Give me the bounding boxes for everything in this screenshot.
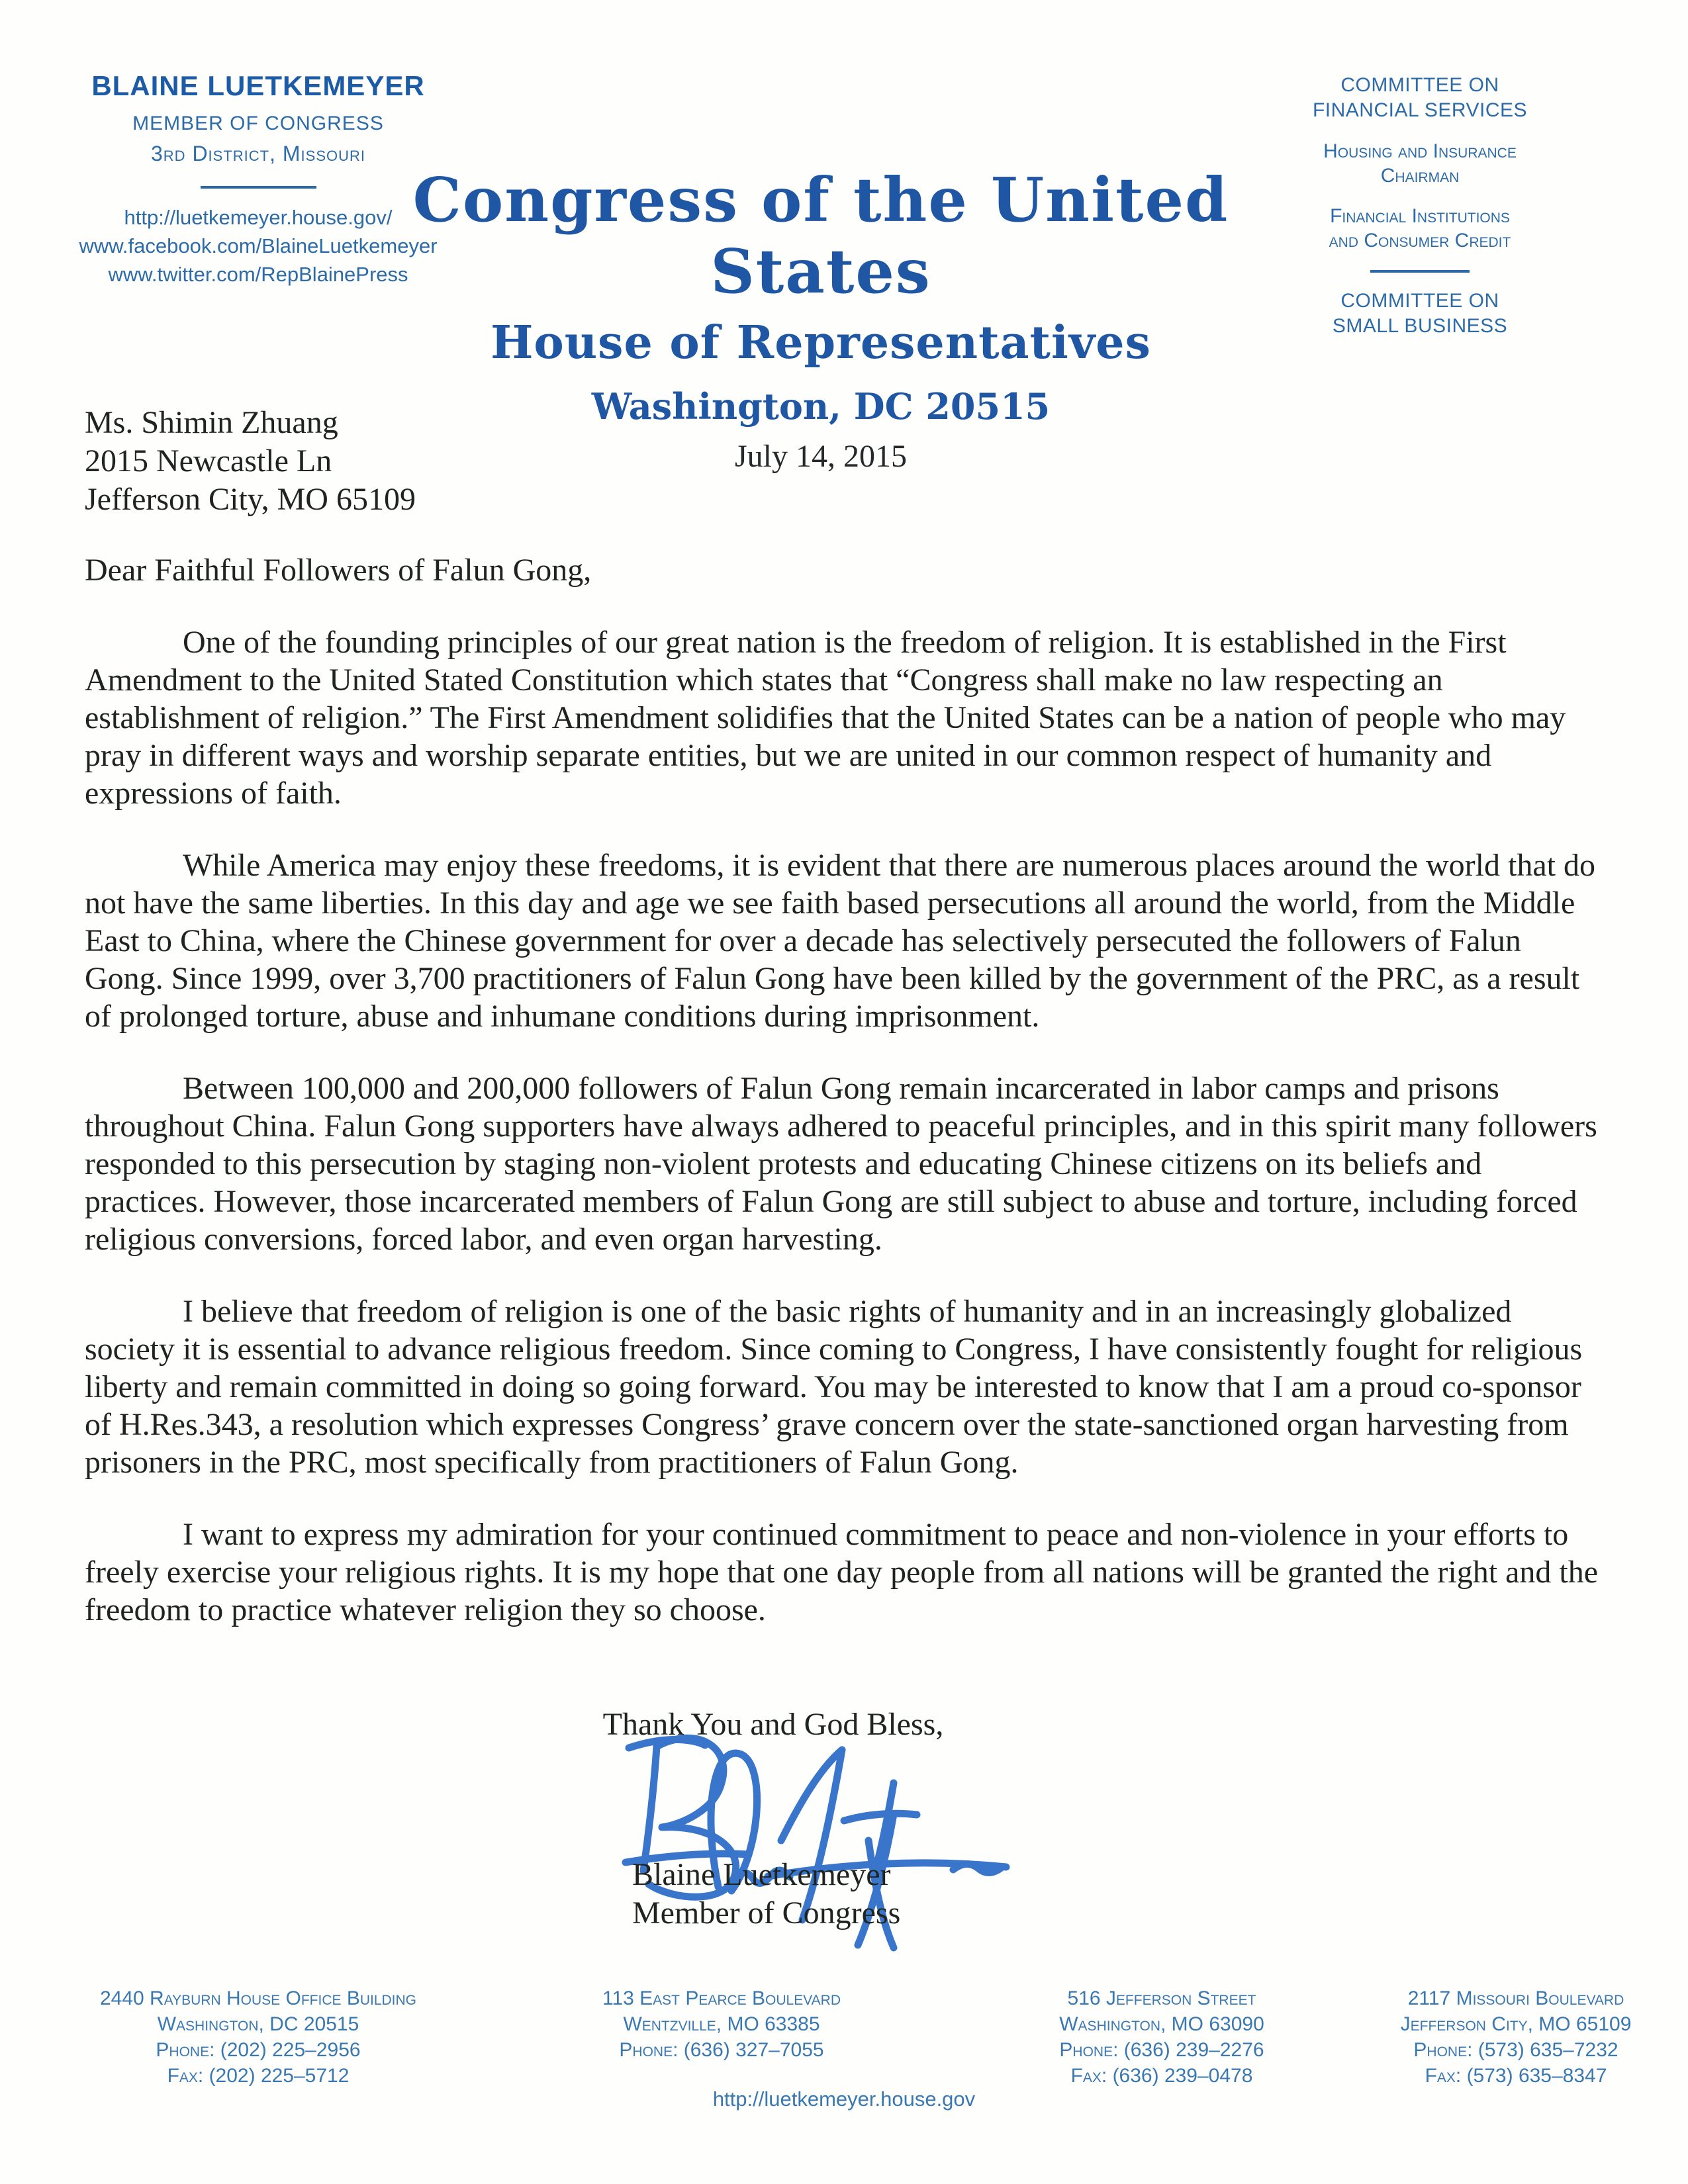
office-line: Fax: (636) 239–0478 [1070,2065,1253,2087]
member-title: MEMBER OF CONGRESS [132,113,384,134]
committee-line: SMALL BUSINESS [1332,315,1508,337]
body-paragraph: I want to express my admiration for your continued commitment to peace and non-violence in your efforts to freely exercise your religious rights. It is my hope that one day people from all nations will be granted the right and the freedom to practice whatever religion they so choose. [85,1517,1599,1627]
recipient-name: Ms. Shimin Zhuang [85,405,338,440]
committee-line: COMMITTEE ON [1340,74,1499,96]
committee-line: COMMITTEE ON [1340,290,1499,312]
body-paragraph: I believe that freedom of religion is one of the basic rights of humanity and in an increasingly globalized society it is essential to advance religious freedom. Since coming to Congress, I have consistently fought for religious liberty and remain committed in doing so going forward. You may be interested to know that I am a proud co-sponsor of H.Res.343, a resolution which expresses Congress’ grave concern over the state-sanctioned organ harvesting from prisoners in the PRC, most specifically from practitioners of Falun Gong. [85,1294,1583,1480]
office-line: Washington, MO 63090 [1059,2013,1264,2035]
signature-block [632,1856,900,1933]
member-district: 3rd District, Missouri [150,142,366,165]
body-paragraph: Between 100,000 and 200,000 followers of Falun Gong remain incarcerated in labor camps and prisons throughout China. Falun Gong supporters have always adhered to peaceful principles, and in this spirit many followers responded to this persecution by staging non-violent protests and educating Chinese citizens on its beliefs and practices. However, those incarcerated members of Falun Gong are still subject to abuse and torture, including forced religious conversions, forced labor, and even organ harvesting. [85,1071,1597,1257]
subcommittee-financial-institutions [1244,204,1595,253]
committee-financial-services [1244,73,1595,123]
letter-date: July 14, 2015 [734,439,907,474]
office-line: Jefferson City, MO 65109 [1400,2013,1632,2035]
office-line: Wentzville, MO 63385 [623,2013,820,2035]
signature-name: Blaine Luetkemeyer [632,1857,891,1892]
office-line: 516 Jefferson Street [1067,1987,1256,2009]
org-line-house: House of Representatives [491,316,1151,369]
letterhead-org-block [397,164,1244,475]
office-line: Phone: (573) 635–7232 [1413,2039,1618,2061]
office-address-jefferson-city [1327,1985,1688,2089]
office-address-dc [53,1985,463,2089]
office-line: Phone: (636) 327–7055 [619,2039,824,2061]
divider-line [201,186,316,189]
valediction: Thank You and God Bless, [602,1707,944,1742]
member-name: BLAINE LUETKEMEYER [91,70,425,101]
office-address-wentzville [536,1985,907,2063]
office-line: Phone: (636) 239–2276 [1059,2039,1264,2061]
member-website: http://luetkemeyer.house.gov/ [124,206,393,229]
letter-body [85,623,1607,1663]
signature-title: Member of Congress [632,1895,901,1931]
committee-small-business [1244,289,1595,339]
subcommittee-line: and Consumer Credit [1329,230,1511,251]
footer-website: http://luetkemeyer.house.gov [712,2087,976,2111]
office-line: 113 East Pearce Boulevard [602,1987,841,2009]
subcommittee-line: Financial Institutions [1330,205,1510,227]
member-facebook: www.facebook.com/BlaineLuetkemeyer [79,234,438,257]
office-line: 2440 Rayburn House Office Building [99,1987,417,2009]
divider-line [1370,270,1470,273]
salutation: Dear Faithful Followers of Falun Gong, [85,553,592,588]
body-paragraph: While America may enjoy these freedoms, it is evident that there are numerous places around the world that do not have the same liberties. In this day and age we see faith based persecutions all around the world, from the Middle East to China, where the Chinese government for over a decade has selectively persecuted the followers of Falun Gong. Since 1999, over 3,700 practitioners of Falun Gong have been killed by the government of the PRC, as a result of prolonged torture, abuse and inhumane conditions during imprisonment. [85,848,1595,1034]
subcommittee-housing-insurance [1244,139,1595,188]
body-paragraph: One of the founding principles of our great nation is the freedom of religion. It is established in the First Amendment to the United Stated Constitution which states that “Congress shall make no law respecting an establishment of religion.” The First Amendment solidifies that the United States can be a nation of people who may pray in different ways and worship separate entities, but we are united in our common respect of humanity and expressions of faith. [85,625,1566,811]
recipient-street: 2015 Newcastle Ln [85,443,332,478]
letterhead-committees-block [1244,73,1595,339]
office-line: Phone: (202) 225–2956 [156,2039,361,2061]
subcommittee-line: Housing and Insurance [1323,140,1517,162]
org-line-congress: Congress of the United States [412,164,1229,307]
office-line: Fax: (202) 225–5712 [167,2065,350,2087]
member-twitter: www.twitter.com/RepBlainePress [108,263,408,286]
office-line: Fax: (573) 635–8347 [1425,2065,1607,2087]
recipient-address [85,404,416,519]
recipient-city: Jefferson City, MO 65109 [85,482,416,517]
org-line-city: Washington, DC 20515 [591,385,1051,428]
office-line: Washington, DC 20515 [157,2013,359,2035]
committee-line: FINANCIAL SERVICES [1312,99,1528,121]
office-line: 2117 Missouri Boulevard [1407,1987,1624,2009]
subcommittee-line: Chairman [1380,165,1460,187]
office-address-washington-mo [973,1985,1350,2089]
